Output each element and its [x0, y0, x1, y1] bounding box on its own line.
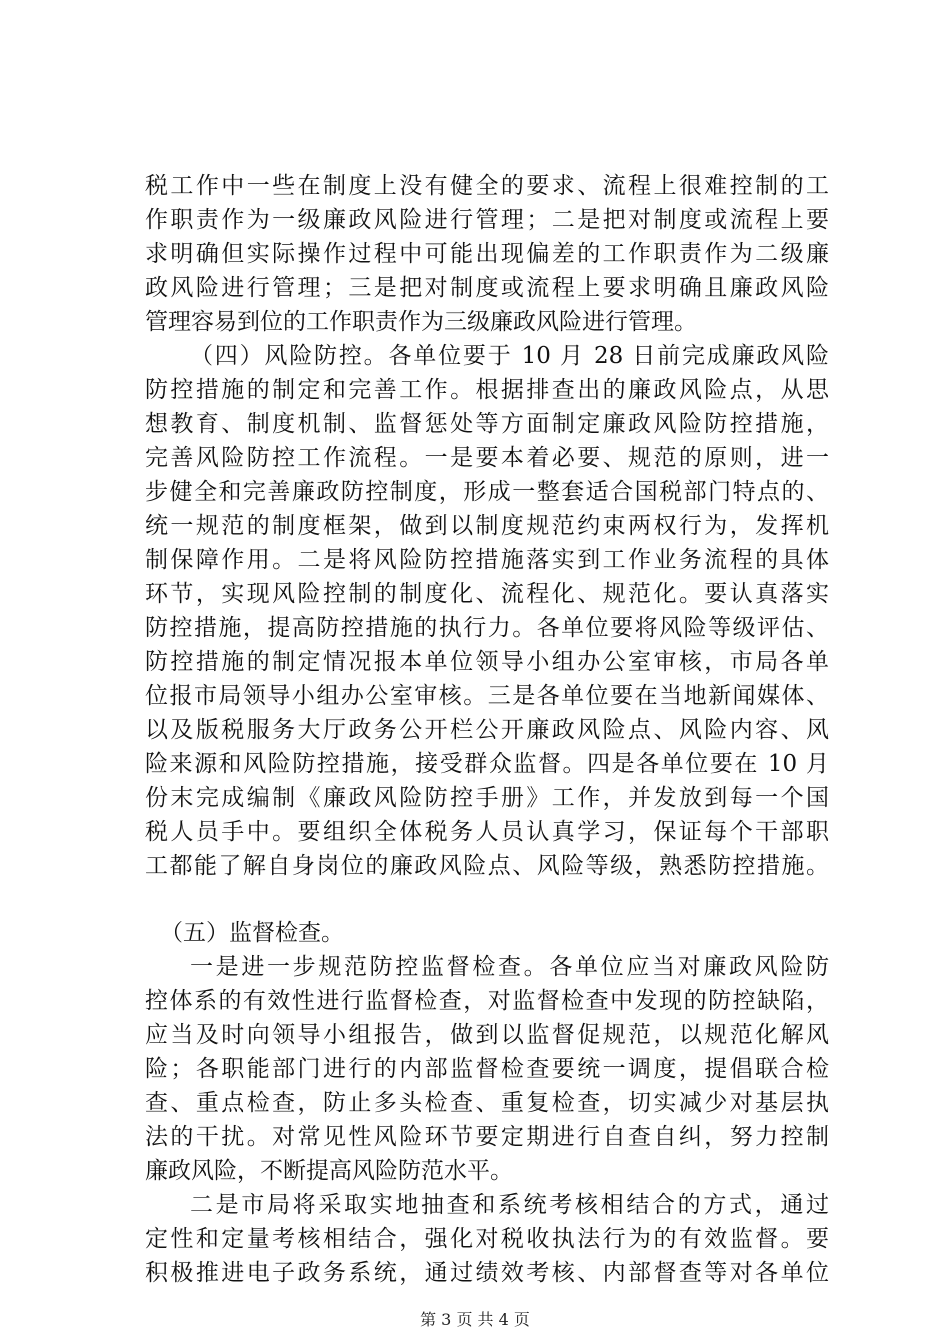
text-line: 税人员手中。要组织全体税务人员认真学习，保证每个干部职 [145, 819, 829, 845]
text-line: 法的干扰。对常见性风险环节要定期进行自查自纠，努力控制 [145, 1124, 829, 1150]
text-line: 防控措施，提高防控措施的执行力。各单位要将风险等级评估、 [145, 615, 829, 641]
text-line: 防控措施的制定情况报本单位领导小组办公室审核，市局各单 [145, 649, 829, 675]
text-line: 环节，实现风险控制的制度化、流程化、规范化。要认真落实 [145, 581, 829, 607]
text-line: 税工作中一些在制度上没有健全的要求、流程上很难控制的工 [145, 173, 829, 199]
text-line: 份末完成编制《廉政风险防控手册》工作，并发放到每一个国 [145, 785, 829, 811]
text-line: 完善风险防控工作流程。一是要本着必要、规范的原则，进一 [145, 445, 829, 471]
text-line: 步健全和完善廉政防控制度，形成一整套适合国税部门特点的、 [145, 479, 829, 505]
text-line: 作职责作为一级廉政风险进行管理；二是把对制度或流程上要 [145, 207, 829, 233]
text-line: 统一规范的制度框架，做到以制度规范约束两权行为，发挥机 [145, 513, 829, 539]
text-line: 求明确但实际操作过程中可能出现偏差的工作职责作为二级廉 [145, 241, 829, 267]
text-line: 二是市局将采取实地抽查和系统考核相结合的方式，通过 [190, 1192, 829, 1218]
text-line: 控体系的有效性进行监督检查，对监督检查中发现的防控缺陷， [145, 988, 829, 1014]
text-line: 查、重点检查，防止多头检查、重复检查，切实减少对基层执 [145, 1090, 829, 1116]
text-line: 廉政风险，不断提高风险防范水平。 [145, 1158, 513, 1184]
text-line: 应当及时向领导小组报告，做到以监督促规范，以规范化解风 [145, 1022, 829, 1048]
text-line: 险；各职能部门进行的内部监督检查要统一调度，提倡联合检 [145, 1056, 829, 1082]
section-heading: （五）监督检查。 [160, 920, 344, 946]
section-heading-line: （四）风险防控。各单位要于 10 月 28 日前完成廉政风险 [190, 343, 829, 369]
text-line: 政风险进行管理；三是把对制度或流程上要求明确且廉政风险 [145, 275, 829, 301]
text-line: 想教育、制度机制、监督惩处等方面制定廉政风险防控措施， [145, 411, 829, 437]
text-line: 积极推进电子政务系统，通过绩效考核、内部督查等对各单位 [145, 1260, 829, 1286]
text-line: 制保障作用。二是将风险防控措施落实到工作业务流程的具体 [145, 547, 829, 573]
text-line: 险来源和风险防控措施，接受群众监督。四是各单位要在 10 月 [145, 751, 829, 777]
text-line: 管理容易到位的工作职责作为三级廉政风险进行管理。 [145, 309, 697, 335]
text-line: 一是进一步规范防控监督检查。各单位应当对廉政风险防 [190, 954, 829, 980]
text-line: 工都能了解自身岗位的廉政风险点、风险等级，熟悉防控措施。 [145, 853, 829, 879]
page-footer: 第 3 页 共 4 页 [420, 1310, 530, 1329]
text-line: 位报市局领导小组办公室审核。三是各单位要在当地新闻媒体、 [145, 683, 829, 709]
text-line: 防控措施的制定和完善工作。根据排查出的廉政风险点，从思 [145, 377, 829, 403]
text-line: 定性和定量考核相结合，强化对税收执法行为的有效监督。要 [145, 1226, 829, 1252]
text-line: 以及版税服务大厅政务公开栏公开廉政风险点、风险内容、风 [145, 717, 829, 743]
